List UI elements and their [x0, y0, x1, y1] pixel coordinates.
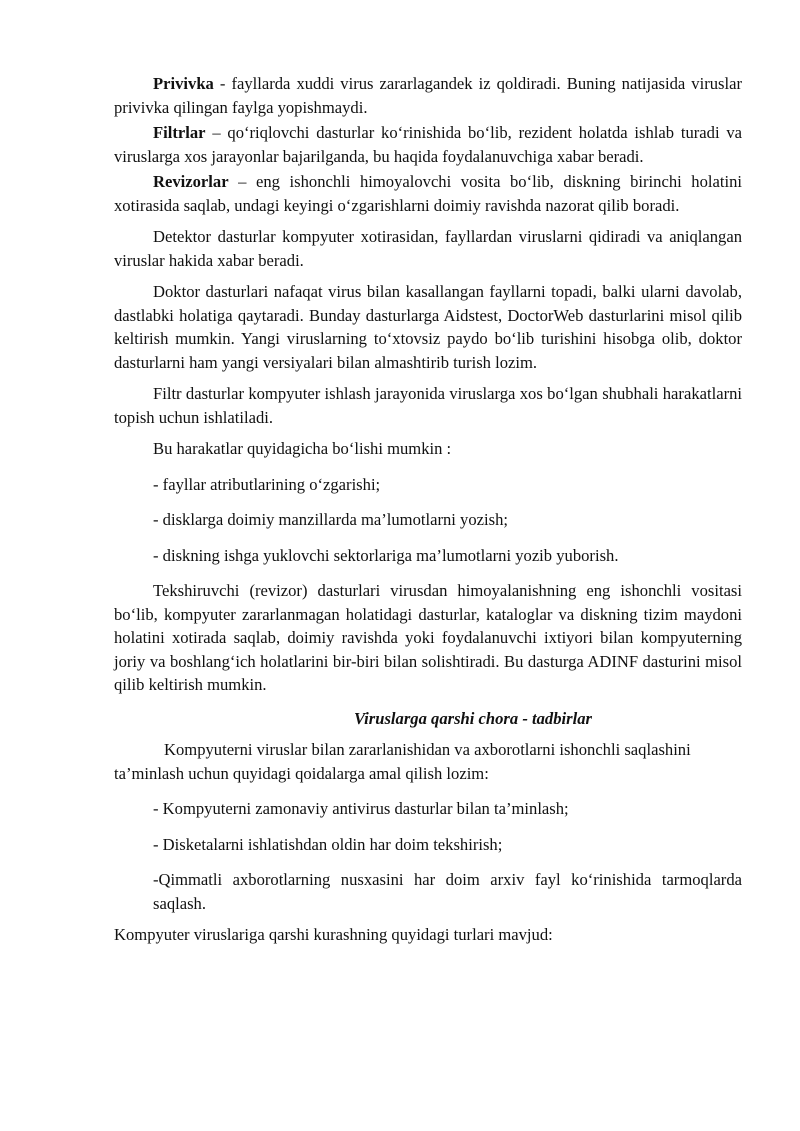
paragraph-filtrlar [114, 121, 742, 168]
section-heading: Viruslarga qarshi chora - tadbirlar [354, 708, 592, 728]
text-filtrlar: – qo‘riqlovchi dasturlar ko‘rinishida bo‘lib, rezident holatda ishlab turadi va viruslarga xos jarayonlar bajarilganda, bu haqida foydalanuvchiga xabar beradi. [114, 123, 742, 166]
paragraph-tekshiruvchi: Tekshiruvchi (revizor) dasturlari virusdan himoyalanishning eng ishonchli vositasi bo‘lib, kompyuter zararlanmagan holatidagi dasturlar, kataloglar va diskning tizim maydoni holatini xotirada saqlab, doimiy ravishda yoki foydalanuvchi ixtiyori bilan kompyuterning joriy va boshlang‘ich holatlarini bir-biri bilan solishtiradi. Bu dasturga ADINF dasturini misol qilib keltirish mumkin. [114, 581, 742, 694]
term-filtrlar: Filtrlar [153, 123, 206, 142]
qoidalar-list [114, 797, 742, 915]
list-item: - disklarga doimiy manzillarda ma’lumotlarni yozish; [153, 510, 508, 529]
harakatlar-list [114, 473, 742, 568]
paragraph-harakatlar-intro: Bu harakatlar quyidagicha bo‘lishi mumkin : [153, 439, 452, 458]
text-revizorlar: – eng ishonchli himoyalovchi vosita bo‘lib, diskning birinchi holatini xotirasida saqlab, undagi keyingi o‘zgarishlarni doimiy ravishda nazorat qilib boradi. [114, 172, 742, 215]
paragraph-doktor: Doktor dasturlari nafaqat virus bilan kasallangan fayllarni topadi, balki ularni davolab, dastlabki holatiga qaytaradi. Bunday dasturlarga Aidstest, DoctorWeb dasturlarini misol qilib keltirish mumkin. Yangi viruslarning to‘xtovsiz paydo bo‘lib turishini hisobga olib, doktor dasturlarni ham yangi versiyalari bilan almashtirib turish lozim. [114, 282, 742, 372]
document-page [114, 72, 742, 947]
paragraph-turlari: Kompyuter viruslariga qarshi kurashning quyidagi turlari mavjud: [114, 925, 553, 944]
paragraph-detektor: Detektor dasturlar kompyuter xotirasidan, fayllardan viruslarni qidiradi va aniqlangan viruslar hakida xabar beradi. [114, 227, 742, 270]
list-item: - diskning ishga yuklovchi sektorlariga ma’lumotlarni yozib yuborish. [153, 545, 619, 565]
paragraph-revizorlar [114, 170, 742, 217]
list-item: -Qimmatli axborotlarning nusxasini har doim arxiv fayl ko‘rinishida tarmoqlarda saqlash. [153, 870, 742, 913]
term-revizorlar: Revizorlar [153, 172, 229, 191]
text-privivka: - fayllarda xuddi virus zararlagandek iz qoldiradi. Buning natijasida viruslar privivka qilingan faylga yopishmaydi. [114, 74, 742, 117]
list-item: - Disketalarni ishlatishdan oldin har doim tekshirish; [153, 834, 503, 854]
paragraph-filtr: Filtr dasturlar kompyuter ishlash jarayonida viruslarga xos bo‘lgan shubhali harakatlarni topish uchun ishlatiladi. [114, 384, 742, 427]
list-item: - fayllar atributlarining o‘zgarishi; [153, 474, 381, 494]
list-item: - Kompyuterni zamonaviy antivirus dasturlar bilan ta’minlash; [153, 799, 569, 818]
paragraph-qoidalar-intro: Kompyuterni viruslar bilan zararlanishidan va axborotlarni ishonchli saqlashini ta’minlash uchun quyidagi qoidalarga amal qilish lozim: [114, 740, 691, 783]
paragraph-privivka [114, 72, 742, 119]
term-privivka: Privivka [153, 74, 214, 93]
